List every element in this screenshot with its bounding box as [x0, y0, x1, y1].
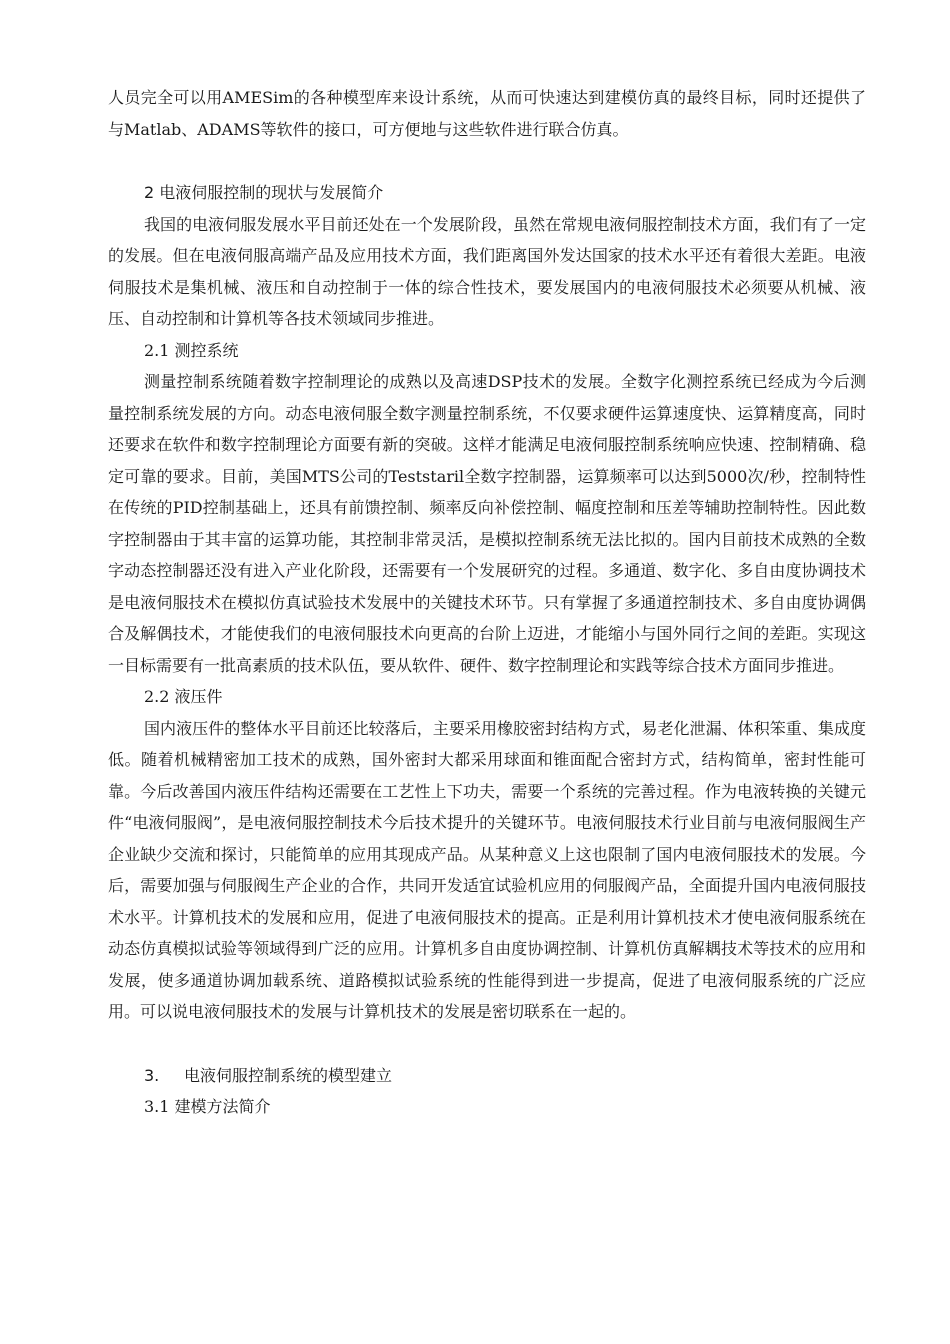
section-2-1-paragraph: 测量控制系统随着数字控制理论的成熟以及高速DSP技术的发展。全数字化测控系统已经成为今后测量控制系统发展的方向。动态电液伺服全数字测量控制系统，不仅要求硬件运算速度快、运算精度高，同时还要求在软件和数字控制理论方面要有新的突破。这样才能满足电液伺服控制系统响应快速、控制精确、稳定可靠的要求。目前，美国MTS公司的Teststaril全数字控制器，运算频率可以达到5000次/秒，控制特性在传统的PID控制基础上，还具有前馈控制、频率反向补偿控制、幅度控制和压差等辅助控制特性。因此数字控制器由于其丰富的运算功能，其控制非常灵活，是模拟控制系统无法比拟的。国内目前技术成熟的全数字动态控制器还没有进入产业化阶段，还需要有一个发展研究的过程。多通道、数字化、多自由度协调技术是电液伺服技术在模拟仿真试验技术发展中的关键技术环节。只有掌握了多通道控制技术、多自由度协调偶合及解偶技术，才能使我们的电液伺服技术向更高的台阶上迈进，才能缩小与国外同行之间的差距。实现这一目标需要有一批高素质的技术队伍，要从软件、硬件、数字控制理论和实践等综合技术方面同步推进。 — [108, 372, 866, 675]
section-3-title: 电液伺服控制系统的模型建立 — [184, 1065, 393, 1085]
spacer — [108, 145, 866, 177]
section-3-number: 3. — [144, 1065, 160, 1085]
document-page — [108, 82, 866, 1123]
section-2-paragraph: 我国的电液伺服发展水平目前还处在一个发展阶段，虽然在常规电液伺服控制技术方面，我们有了一定的发展。但在电液伺服高端产品及应用技术方面，我们距离国外发达国家的技术水平还有着很大差距。电液伺服技术是集机械、液压和自动控制于一体的综合性技术，要发展国内的电液伺服技术必须要从机械、液压、自动控制和计算机等各技术领域同步推进。 — [108, 214, 866, 328]
section-3-heading — [108, 1060, 866, 1092]
section-2-2-heading: 2.2 液压件 — [144, 687, 223, 706]
spacer — [108, 1028, 866, 1060]
intro-paragraph: 人员完全可以用AMESim的各种模型库来设计系统，从而可快速达到建模仿真的最终目标，同时还提供了与Matlab、ADAMS等软件的接口，可方便地与这些软件进行联合仿真。 — [108, 88, 866, 139]
section-2-1-heading: 2.1 测控系统 — [144, 340, 239, 360]
section-2-2-paragraph: 国内液压件的整体水平目前还比较落后，主要采用橡胶密封结构方式，易老化泄漏、体积笨重、集成度低。随着机械精密加工技术的成熟，国外密封大都采用球面和锥面配合密封方式，结构简单，密封性能可靠。今后改善国内液压件结构还需要在工艺性上下功夫，需要一个系统的完善过程。作为电液转换的关键元件“电液伺服阀”，是电液伺服控制技术今后技术提升的关键环节。电液伺服技术行业目前与电液伺服阀生产企业缺少交流和探讨，只能简单的应用其现成产品。从某种意义上这也限制了国内电液伺服技术的发展。今后，需要加强与伺服阀生产企业的合作，共同开发适宜试验机应用的伺服阀产品，全面提升国内电液伺服技术水平。计算机技术的发展和应用，促进了电液伺服技术的提高。正是利用计算机技术才使电液伺服系统在动态仿真模拟试验等领域得到广泛的应用。计算机多自由度协调控制、计算机仿真解耦技术等技术的应用和发展，使多通道协调加载系统、道路模拟试验系统的性能得到进一步提高，促进了电液伺服系统的广泛应用。可以说电液伺服技术的发展与计算机技术的发展是密切联系在一起的。 — [108, 718, 866, 1021]
section-3-1-heading: 3.1 建模方法简介 — [144, 1097, 271, 1116]
section-2-heading: 2 电液伺服控制的现状与发展简介 — [144, 183, 384, 202]
